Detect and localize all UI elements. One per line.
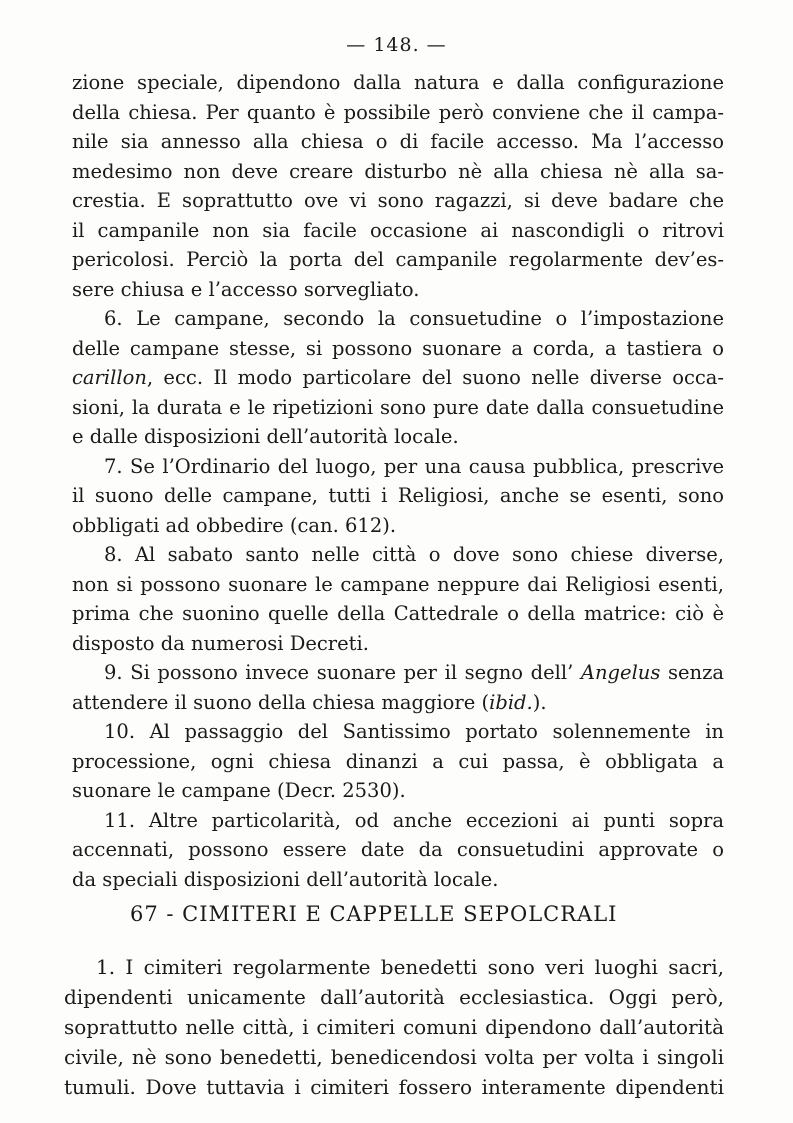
text-line: sioni, la durata e le ripetizioni sono pure date dalla consuetudine	[72, 395, 724, 419]
text-line: 11. Altre particolarità, od anche eccezioni ai punti sopra	[104, 808, 724, 832]
text-line: 8. Al sabato santo nelle città o dove sono chiese diverse,	[104, 543, 724, 566]
text-line: crestia. E soprattutto ove vi sono ragazzi, si deve badare che	[72, 189, 724, 212]
text-line: 10. Al passaggio del Santissimo portato solennemente in	[104, 720, 724, 743]
text-line: non si possono suonare le campane neppure dai Religiosi esenti,	[72, 572, 724, 596]
text-line: obbligati ad obbedire (can. 612).	[72, 513, 397, 537]
text-line: attendere il suono della chiesa maggiore (ibid.).	[72, 690, 547, 714]
text-line: disposto da numerosi Decreti.	[72, 631, 369, 655]
text-line: suonare le campane (Decr. 2530).	[72, 779, 406, 802]
text-line: sere chiusa e l’accesso sorvegliato.	[72, 277, 420, 301]
text-line: da speciali disposizioni dell’autorità locale.	[72, 867, 499, 891]
text-line: il suono delle campane, tutti i Religiosi, anche se esenti, sono	[72, 484, 724, 507]
text-line: della chiesa. Per quanto è possibile però conviene che il campa-	[72, 100, 724, 124]
text-line: e dalle disposizioni dell’autorità locale.	[72, 425, 459, 448]
text-line: processione, ogni chiesa dinanzi a cui passa, è obbligata a	[72, 749, 724, 773]
text-line: 9. Si possono invece suonare per il segno dell’ Angelus senza	[104, 661, 724, 684]
text-line: il campanile non sia facile occasione ai nascondigli o ritrovi	[72, 218, 724, 242]
section-body	[64, 952, 724, 1102]
text-line: 6. Le campane, secondo la consuetudine o l’impostazione	[104, 307, 724, 330]
text-line: prima che suonino quelle della Cattedrale o della matrice: ciò è	[72, 602, 724, 625]
text-line: tumuli. Dove tuttavia i cimiteri fossero interamente dipendenti	[64, 1075, 724, 1099]
text-line: zione speciale, dipendono dalla natura e dalla configurazione	[72, 71, 724, 94]
page-number: — 148. —	[346, 34, 447, 56]
body-text-top	[72, 68, 724, 894]
text-line: nile sia annesso alla chiesa o di facile accesso. Ma l’accesso	[72, 130, 724, 153]
text-line: civile, nè sono benedetti, benedicendosi volta per volta i singoli	[64, 1045, 724, 1069]
text-line: dipendenti unicamente dall’autorità ecclesiastica. Oggi però,	[64, 985, 724, 1009]
text-line: 1. I cimiteri regolarmente benedetti sono veri luoghi sacri,	[96, 955, 724, 979]
text-line: accennati, possono essere date da consuetudini approvate o	[72, 838, 724, 861]
text-line: soprattutto nelle città, i cimiteri comuni dipendono dall’autorità	[64, 1015, 724, 1039]
text-line: pericolosi. Perciò la porta del campanile regolarmente dev’es-	[72, 248, 724, 271]
text-line: 7. Se l’Ordinario del luogo, per una causa pubblica, prescrive	[104, 454, 724, 478]
text-line: medesimo non deve creare disturbo nè alla chiesa nè alla sa-	[72, 159, 724, 183]
text-line: delle campane stesse, si possono suonare a corda, a tastiera o	[72, 336, 724, 360]
section-heading: 67 - CIMITERI E CAPPELLE SEPOLCRALI	[130, 902, 618, 926]
text-line: carillon, ecc. Il modo particolare del suono nelle diverse occa-	[72, 366, 724, 389]
